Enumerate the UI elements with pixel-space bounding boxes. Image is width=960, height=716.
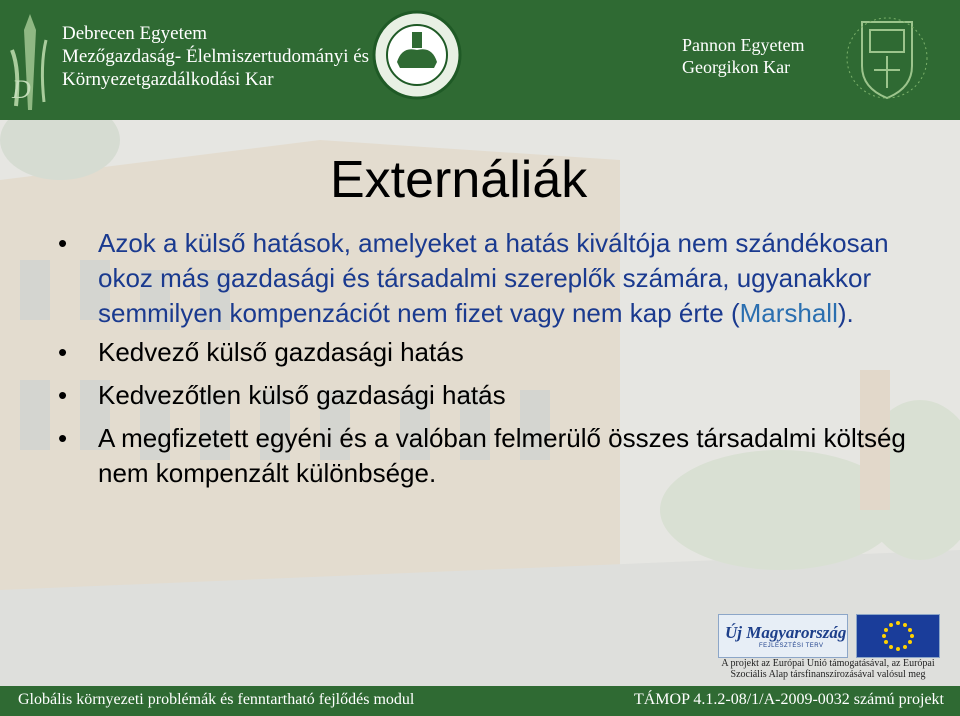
bullet-text: Azok a külső hatások, amelyeket a hatás kiváltója nem szándékosan okoz más gazdasági és társadalmi szereplők számára, ugyanakkor semmilyen kompenzációt nem fizet vagy nem kap érte ( (98, 228, 889, 328)
eu-funding-block (710, 608, 946, 688)
svg-text:D: D (12, 75, 31, 104)
eu-funding-note (710, 658, 946, 680)
header-right-line: Georgikon Kar (682, 57, 791, 77)
bullet-dot-icon: • (58, 228, 68, 258)
bullet-dot-icon: • (58, 380, 68, 410)
university-debrecen-logo-icon (6, 10, 54, 114)
bullet-dot-icon: • (58, 337, 68, 367)
faculty-seal-icon (372, 10, 462, 100)
bullet-item-positive (58, 335, 938, 370)
uj-magyarorszag-logo-sub: FEJLESZTÉSI TERV (759, 643, 824, 649)
header-right-line: Pannon Egyetem (682, 35, 805, 55)
bullet-dot-icon: • (58, 423, 68, 453)
uj-magyarorszag-logo-text: Új Magyarország (725, 623, 847, 642)
eu-flag-icon (856, 614, 940, 658)
header-left-line: Debrecen Egyetem (62, 23, 208, 44)
uj-magyarorszag-logo (718, 614, 848, 658)
bullet-text: Kedvező külső gazdasági hatás (98, 337, 464, 367)
marshall-reference[interactable]: Marshall (739, 298, 838, 328)
bullet-item-negative (58, 378, 938, 413)
eu-note-line: Szociális Alap társfinanszírozásával valósul meg (730, 669, 926, 680)
bullet-text: Kedvezőtlen külső gazdasági hatás (98, 380, 506, 410)
bullet-item-cost-difference (58, 421, 938, 491)
footer-band (0, 686, 960, 716)
eu-note-line: A projekt az Európai Unió támogatásával, az Európai (721, 658, 935, 669)
debrecen-university-name (62, 22, 369, 91)
header-left-line: Környezetgazdálkodási Kar (62, 69, 274, 90)
header-band (0, 0, 960, 120)
bullet-list (58, 226, 938, 491)
project-code: TÁMOP 4.1.2-08/1/A-2009-0032 számú projekt (633, 691, 944, 708)
bullet-item-definition (58, 226, 938, 331)
pannon-university-name (682, 34, 804, 78)
bullet-text: A megfizetett egyéni és a valóban felmerülő összes társadalmi költség nem kompenzált különbsége. (98, 423, 906, 488)
pannon-crest-icon (844, 8, 930, 106)
module-name: Globális környezeti problémák és fenntartható fejlődés modul (18, 691, 415, 708)
bullet-text-end: ). (837, 298, 854, 328)
slide-title: Externáliák (330, 151, 588, 209)
header-left-line: Mezőgazdaság- Élelmiszertudományi és (62, 46, 370, 67)
